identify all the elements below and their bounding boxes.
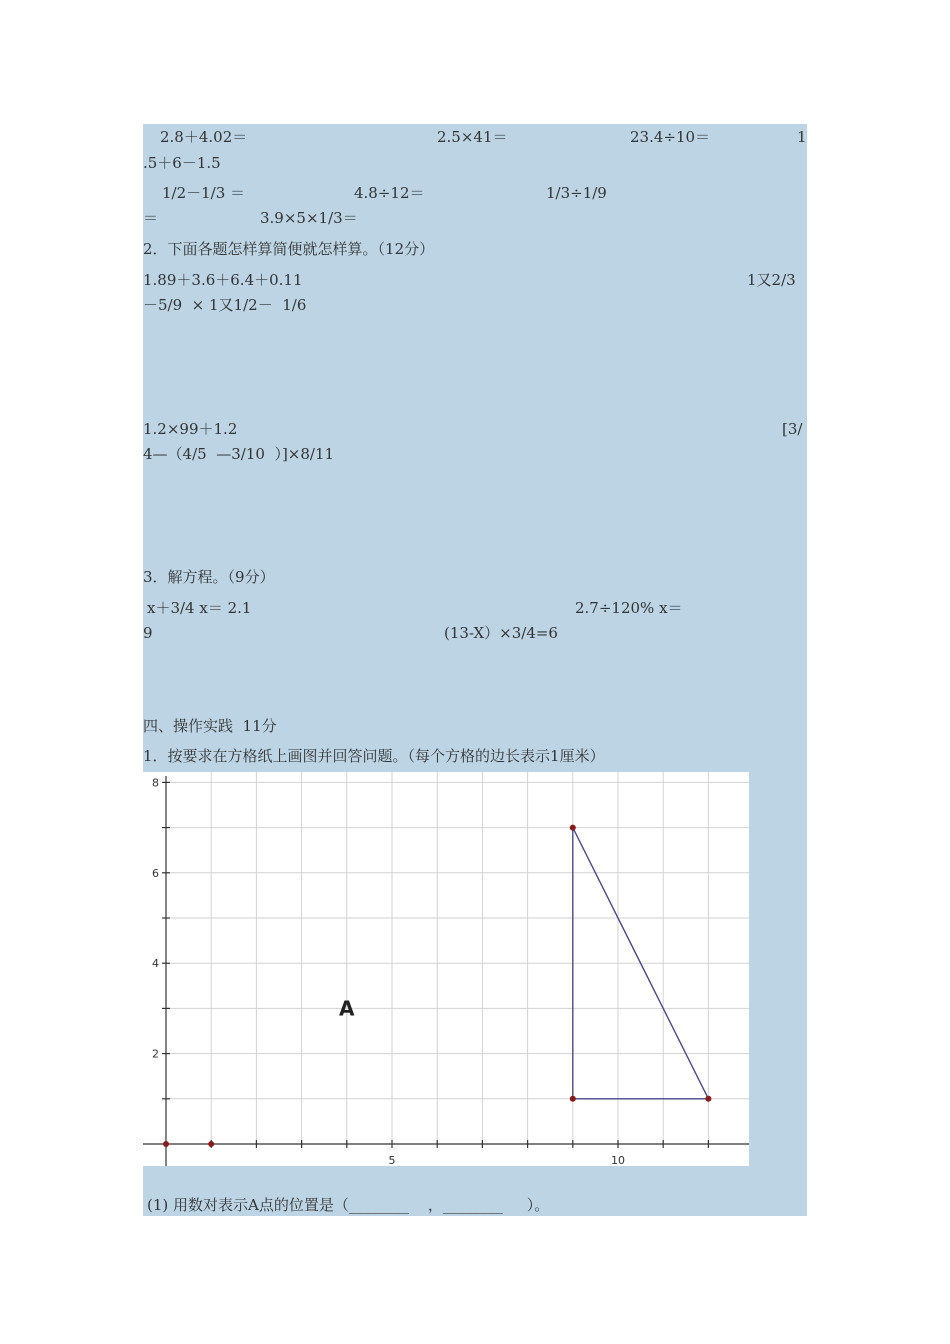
calc-7-cont: ＝ xyxy=(143,209,159,227)
x-tick-label: 5 xyxy=(388,1154,396,1166)
equation-3: (13-X）×3/4=6 xyxy=(444,624,558,642)
simplify-2-start: 1又2/3 xyxy=(747,271,796,289)
calc-5: 1/2－1/3 ＝ xyxy=(162,184,246,202)
calc-3: 23.4÷10＝ xyxy=(630,128,711,146)
triangle-vertex xyxy=(570,1096,576,1102)
y-tick-label: 6 xyxy=(152,866,159,880)
coordinate-grid xyxy=(143,772,749,1166)
section2-heading: 2．下面各题怎样算简便就怎样算。（12分） xyxy=(143,240,435,258)
calc-6: 4.8÷12＝ xyxy=(354,184,425,202)
y-tick-label: 8 xyxy=(152,776,159,790)
simplify-4-start: [3/ xyxy=(782,420,803,438)
simplify-1: 1.89＋3.6＋6.4＋0.11 xyxy=(143,271,303,289)
equation-2: 2.7÷120% x＝ xyxy=(575,599,683,617)
calc-4-cont: .5＋6－1.5 xyxy=(143,154,221,172)
simplify-4-cont: 4—（4/5 —3/10 ）]×8/11 xyxy=(143,445,335,463)
triangle-vertex xyxy=(705,1096,711,1102)
axis-point xyxy=(208,1141,214,1147)
point-a-label: A xyxy=(339,996,355,1021)
calc-4-start: 1 xyxy=(797,128,807,146)
question-1: 1．按要求在方格纸上画图并回答问题。（每个方格的边长表示1厘米） xyxy=(143,747,605,765)
calc-1: 2.8＋4.02＝ xyxy=(160,128,248,146)
axis-point xyxy=(163,1141,169,1147)
calc-2: 2.5×41＝ xyxy=(437,128,508,146)
calc-8: 3.9×5×1/3＝ xyxy=(260,209,358,227)
equation-2-cont: 9 xyxy=(143,624,153,642)
calc-7: 1/3÷1/9 xyxy=(546,184,607,202)
equation-1: x＋3/4 x＝ 2.1 xyxy=(147,599,252,617)
simplify-2-cont: －5/9 × 1又1/2－ 1/6 xyxy=(143,296,307,314)
y-tick-label: 4 xyxy=(152,957,159,971)
y-tick-label: 2 xyxy=(152,1047,159,1061)
section4-heading: 四、操作实践 11分 xyxy=(143,717,277,735)
triangle-vertex xyxy=(570,825,576,831)
simplify-3: 1.2×99＋1.2 xyxy=(143,420,238,438)
sub-question-1: (1) 用数对表示A点的位置是（________ ，________ ）。 xyxy=(147,1196,550,1214)
x-tick-label: 10 xyxy=(611,1154,625,1166)
grid-paper xyxy=(143,772,749,1166)
section3-heading: 3．解方程。（9分） xyxy=(143,568,275,586)
